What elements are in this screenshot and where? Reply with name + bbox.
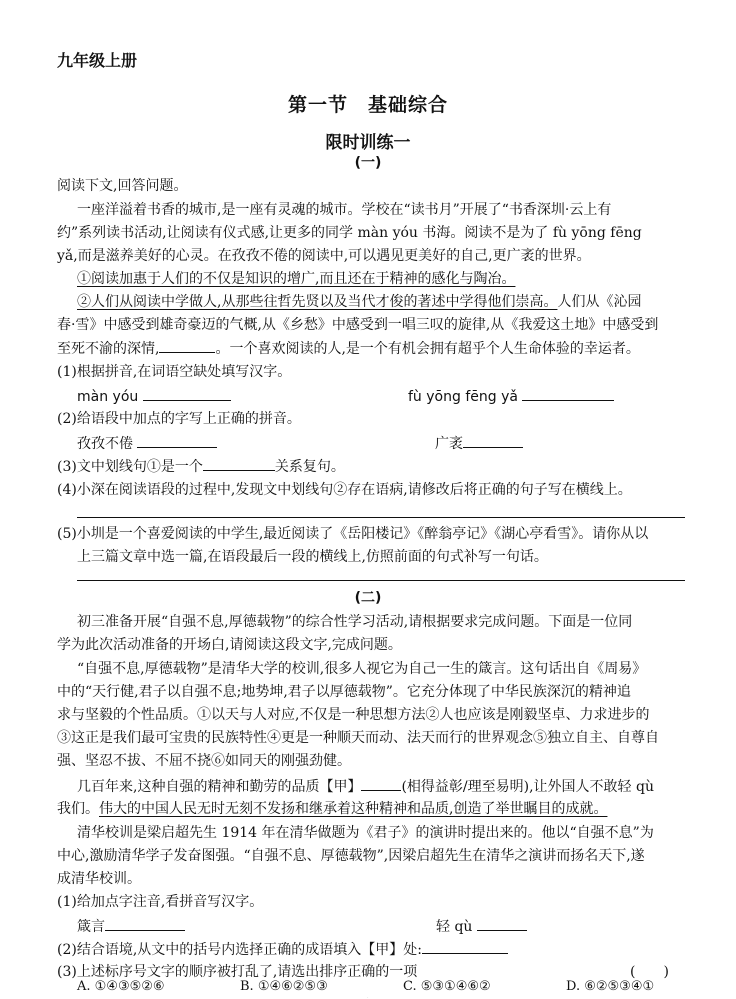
pinyin-prompt (408, 386, 614, 407)
question-text: (2)结合语境,从文中的括号内选择正确的成语填入【甲】处: (57, 942, 422, 958)
question-text: 关系复句。 (274, 459, 345, 475)
answer-blank[interactable] (105, 916, 185, 931)
answer-line[interactable] (77, 517, 685, 518)
word-text: 箴言 (77, 919, 105, 935)
question-2 (57, 939, 508, 960)
part1-para-line: 春·雪》中感受到雄奇豪迈的气概,从《乡愁》中感受到一唱三叹的旋律,从《我爱这土地》中感受到 (57, 317, 659, 333)
part1-text: 人们从《沁园 (557, 294, 642, 310)
part1-text: 。一个喜欢阅读的人,是一个有机会拥有超乎个人生命体验的幸运者。 (215, 341, 640, 357)
part1-para-line: 一座洋溢着书香的城市,是一座有灵魂的城市。学校在“读书月”开展了“书香深圳·云上有 (77, 202, 612, 218)
part2-para-line: 求与坚毅的个性品质。①以天与人对应,不仅是一种思想方法②人也应该是刚毅坚卓、力求进步的 (57, 707, 650, 723)
question-2: (2)给语段中加点的字写上正确的拼音。 (57, 411, 301, 427)
part1-instruction: 阅读下文,回答问题。 (57, 178, 188, 194)
option-d[interactable]: D. ⑥②⑤③④① (566, 979, 655, 994)
answer-blank[interactable] (463, 433, 523, 448)
underlined-sentence-2: ②人们从阅读中学做人,从那些往哲先贤以及当代才俊的著述中学得他们崇高。 (77, 294, 558, 310)
answer-line[interactable] (77, 580, 685, 581)
part2-intro: 初三准备开展“自强不息,厚德载物”的综合性学习活动,请根据要求完成问题。下面是一位同 (77, 614, 633, 630)
pinyin-text: fù yōng fēng yǎ (408, 389, 518, 405)
part1-para-line (77, 292, 641, 312)
pinyin-prompt (436, 916, 527, 937)
option-a[interactable]: A. ①④③⑤②⑥ (77, 979, 165, 994)
option-c[interactable]: C. ⑤③①④⑥② (403, 979, 491, 994)
underlined-sentence: 伟大的中国人民无时无刻不发扬和继承着这种精神和品质,创造了举世瞩目的成就。 (99, 801, 608, 817)
question-1: (1)给加点字注音,看拼音写汉字。 (57, 894, 264, 910)
part2-para-line (77, 776, 654, 797)
option-b[interactable]: B. ①④⑥②⑤③ (240, 979, 328, 994)
part2-para-line: 成清华校训。 (57, 871, 141, 887)
part2-para-line: “自强不息,厚德载物”是清华大学的校训,很多人视它为自己一生的箴言。这句话出自《周易》 (77, 661, 647, 677)
exercise-subtitle: 限时训练一 (325, 133, 411, 153)
part2-para-line: 中的“天行健,君子以自强不息;地势坤,君子以厚德载物”。它充分体现了中华民族深沉的精神追 (57, 684, 631, 700)
question-5: (5)小圳是一个喜爱阅读的中学生,最近阅读了《岳阳楼记》《醉翁亭记》《湖心亭看雪》。请你从以 (57, 526, 649, 542)
part2-para-line: 强、坚忍不拔、不屈不挠⑥如同天的刚强劲健。 (57, 753, 351, 769)
word-prompt (77, 916, 185, 937)
part2-intro: 学为此次活动准备的开场白,请阅读这段文字,完成问题。 (57, 637, 402, 653)
book-header: 九年级上册 (57, 51, 138, 70)
section-title: 第一节 基础综合 (287, 94, 448, 116)
part1-para-line: yǎ,而是滋养美好的心灵。在孜孜不倦的阅读中,可以遇见更美好的自己,更广袤的世界。 (57, 248, 591, 264)
answer-blank[interactable] (422, 939, 508, 954)
part2-text: 我们。 (57, 801, 99, 817)
word-prompt (435, 433, 523, 454)
part2-text: (相得益彰/理至易明),让外国人不敢轻 qù (401, 779, 654, 795)
question-5-cont: 上三篇文章中选一篇,在语段最后一段的横线上,仿照前面的句式补写一句话。 (77, 549, 548, 565)
part1-text: 至死不渝的深情, (57, 341, 160, 357)
answer-paren[interactable]: ( ) (630, 964, 669, 980)
word-text: 孜孜不倦 (77, 436, 133, 452)
pinyin-prompt (77, 386, 231, 407)
question-3 (57, 456, 345, 477)
answer-blank[interactable] (522, 386, 614, 401)
question-text: (3)文中划线句①是一个 (57, 459, 203, 475)
part-two-label: (二) (354, 590, 382, 606)
answer-blank[interactable] (143, 386, 231, 401)
answer-blank[interactable] (477, 916, 527, 931)
part1-para-line (57, 338, 640, 359)
answer-blank[interactable] (137, 433, 217, 448)
word-prompt (77, 433, 217, 454)
part2-para-line: 清华校训是梁启超先生 1914 年在清华做题为《君子》的演讲时提出来的。他以“自强不息”为 (77, 825, 654, 841)
question-4: (4)小深在阅读语段的过程中,发现文中划线句②存在语病,请修改后将正确的句子写在横线上。 (57, 482, 632, 498)
pinyin-text: 轻 qù (436, 919, 473, 935)
part2-para-line: ③这正是我们最可宝贵的民族特性④更是一种顺天而动、法天而行的世界观念⑤独立自主、自尊自 (57, 730, 659, 746)
question-1: (1)根据拼音,在词语空缺处填写汉字。 (57, 364, 292, 380)
pinyin-text: màn yóu (77, 389, 139, 405)
part-one-label: (一) (354, 155, 382, 171)
part1-para-line: 约”系列读书活动,让阅读有仪式感,让更多的同学 màn yóu 书海。阅读不是为了 fù yōng fēng (57, 225, 642, 241)
part2-para-line (57, 799, 607, 819)
part2-text: 几百年来,这种自强的精神和勤劳的品质【甲】 (77, 779, 362, 795)
underlined-sentence-1: ①阅读加惠于人们的不仅是知识的增广,而且还在于精神的感化与陶冶。 (77, 271, 516, 287)
question-3: (3)上述标序号文字的顺序被打乱了,请选出排序正确的一项 (57, 964, 418, 980)
fill-blank-jia[interactable] (361, 776, 401, 791)
answer-blank[interactable] (203, 456, 275, 471)
fill-blank-imitation[interactable] (159, 338, 215, 353)
word-text: 广袤 (435, 436, 463, 452)
part2-para-line: 中心,激励清华学子发奋图强。“自强不息、厚德载物”,因梁启超先生在清华之演讲而扬名天下,遂 (57, 848, 645, 864)
